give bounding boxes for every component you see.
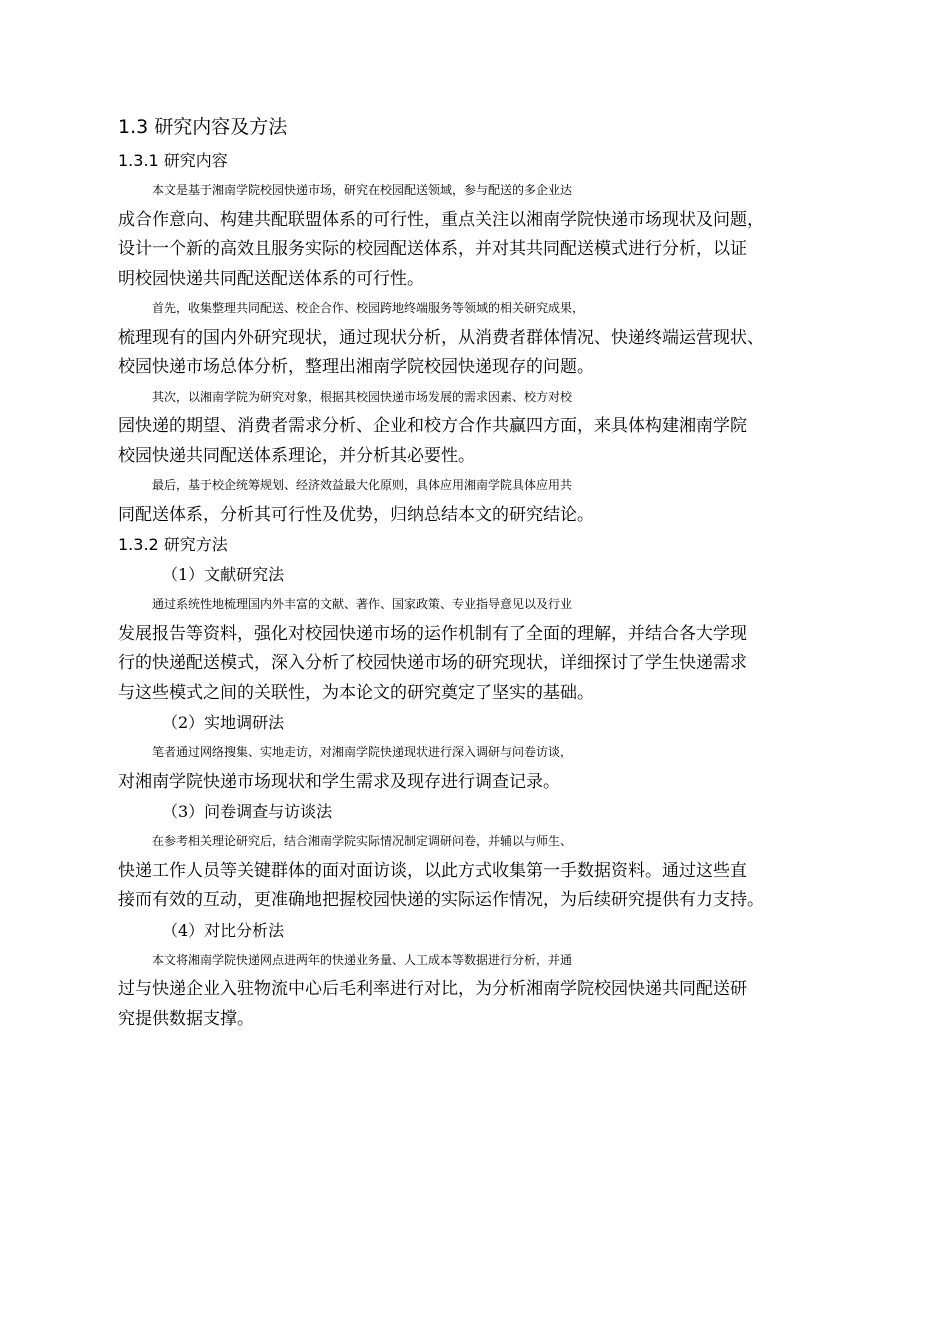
text-line: 对湘南学院快递市场现状和学生需求及现存进行调查记录。 <box>118 771 560 792</box>
text-line: 园快递的期望、消费者需求分析、企业和校方合作共赢四方面，来具体构建湘南学院 <box>118 416 747 436</box>
paragraph-last <box>118 471 842 530</box>
subsection-heading-methods: 1.3.2 研究方法 <box>118 535 228 554</box>
text-line: 过与快递企业入驻物流中心后毛利率进行对比，为分析湘南学院校园快递共同配送研 <box>118 979 747 999</box>
text-line: 设计一个新的高效且服务实际的校园配送体系，并对其共同配送模式进行分析，以证 <box>118 239 747 259</box>
text-line: 同配送体系，分析其可行性及优势，归纳总结本文的研究结论。 <box>118 504 594 525</box>
method-title-literature: （1）文献研究法 <box>162 565 285 584</box>
text-line: 成合作意向、构建共配联盟体系的可行性，重点关注以湘南学院快递市场现状及问题， <box>118 209 764 230</box>
text-line: 梳理现有的国内外研究现状，通过现状分析，从消费者群体情况、快递终端运营现状、 <box>118 327 764 348</box>
text-line: 明校园快递共同配送配送体系的可行性。 <box>118 268 424 289</box>
page-content <box>118 112 842 1034</box>
text-line: 其次，以湘南学院为研究对象，根据其校园快递市场发展的需求因素、校方对校 <box>152 389 573 404</box>
method-title-comparison: （4）对比分析法 <box>162 920 285 940</box>
method-text-comparison <box>118 946 842 1035</box>
text-line: 本文将湘南学院快递网点进两年的快递业务量、人工成本等数据进行分析，并通 <box>152 952 573 967</box>
text-line: 校园快递共同配送体系理论，并分析其必要性。 <box>118 445 475 466</box>
paragraph-second <box>118 383 842 472</box>
text-line: 究提供数据支撑。 <box>118 1008 254 1029</box>
text-line: 校园快递市场总体分析，整理出湘南学院校园快递现存的问题。 <box>118 357 594 377</box>
text-line: 首先，收集整理共同配送、校企合作、校园跨地终端服务等领域的相关研究成果， <box>152 301 585 315</box>
text-line: 笔者通过网络搜集、实地走访，对湘南学院快递现状进行深入调研与问卷访谈， <box>152 745 573 759</box>
method-title-survey: （3）问卷调查与访谈法 <box>162 802 333 821</box>
text-line: 快递工作人员等关键群体的面对面访谈，以此方式收集第一手数据资料。通过这些直 <box>118 860 747 881</box>
text-line: 最后，基于校企统筹规划、经济效益最大化原则，具体应用湘南学院具体应用共 <box>152 478 573 492</box>
method-text-fieldwork <box>118 738 842 797</box>
method-title-fieldwork: （2）实地调研法 <box>162 713 285 732</box>
text-line: 在参考相关理论研究后，结合湘南学院实际情况制定调研问卷，并辅以与师生、 <box>152 834 573 848</box>
text-line: 通过系统性地梳理国内外丰富的文献、著作、国家政策、专业指导意见以及行业 <box>152 597 573 611</box>
text-line: 接而有效的互动，更准确地把握校园快递的实际运作情况，为后续研究提供有力支持。 <box>118 890 764 910</box>
section-heading: 1.3 研究内容及方法 <box>118 116 288 138</box>
method-text-literature <box>118 590 842 708</box>
text-line: 本文是基于湘南学院校园快递市场，研究在校园配送领域，参与配送的多企业达 <box>152 183 573 197</box>
text-line: 发展报告等资料，强化对校园快递市场的运作机制有了全面的理解，并结合各大学现 <box>118 623 747 644</box>
paragraph-first <box>118 294 842 383</box>
subsection-heading-content: 1.3.1 研究内容 <box>118 151 228 170</box>
text-line: 与这些模式之间的关联性，为本论文的研究奠定了坚实的基础。 <box>118 682 594 703</box>
text-line: 行的快递配送模式，深入分析了校园快递市场的研究现状，详细探讨了学生快递需求 <box>118 653 747 673</box>
method-text-survey <box>118 827 842 916</box>
paragraph-intro <box>118 176 842 294</box>
